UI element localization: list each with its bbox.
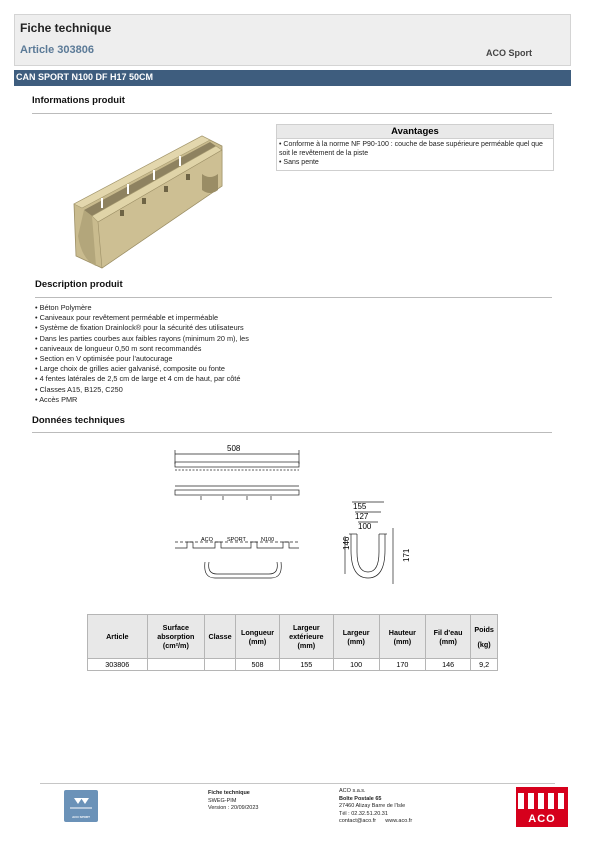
footer-company-phone: Tél : 02.32.51.20.31 xyxy=(339,810,388,817)
section-divider xyxy=(35,297,552,298)
advantages-title: Avantages xyxy=(277,125,553,139)
cell-classe xyxy=(205,659,236,671)
footer-website-link[interactable]: www.aco.fr xyxy=(385,818,413,825)
aco-logo-stripes xyxy=(516,791,568,813)
list-item: • Dans les parties courbes aux faibles rayons (minimum 20 m), les xyxy=(35,334,249,344)
list-item: • Section en V optimisée pour l'autocurage xyxy=(35,354,249,364)
aco-logo xyxy=(516,787,568,827)
footer-email-link[interactable]: contact@aco.fr xyxy=(339,818,377,825)
section-info-title: Informations produit xyxy=(32,95,125,106)
advantage-item: • Conforme à la norme NF P90-100 : couche de base supérieure perméable quel que soit le revêtement de la piste xyxy=(279,141,543,157)
cell-longueur: 508 xyxy=(235,659,279,671)
section-technical-title: Données techniques xyxy=(32,415,125,426)
drawing-marking: N100 xyxy=(261,537,275,543)
list-item: • Large choix de grilles acier galvanisé, composite ou fonte xyxy=(35,364,249,374)
cell-largeur: 100 xyxy=(333,659,379,671)
cell-surface xyxy=(147,659,205,671)
dim-length: 508 xyxy=(227,444,241,453)
col-article: Article xyxy=(88,615,148,659)
footer-company-info xyxy=(339,788,412,826)
footer-doc-type: Fiche technique xyxy=(208,790,250,796)
col-poids xyxy=(471,615,498,659)
product-image xyxy=(62,118,262,278)
col-surface: Surface absorption (cm²/m) xyxy=(147,615,205,659)
dim-inner-width: 100 xyxy=(358,522,372,531)
article-number: Article 303806 xyxy=(20,44,94,56)
col-classe: Classe xyxy=(205,615,236,659)
dim-total-height: 171 xyxy=(402,548,411,562)
list-item: • Caniveaux pour revêtement perméable et imperméable xyxy=(35,313,249,323)
technical-drawing xyxy=(165,438,411,588)
list-item: • caniveaux de longueur 0,50 m sont recommandés xyxy=(35,344,249,354)
section-divider xyxy=(32,113,552,114)
footer-doc-version: Version : 20/09/2023 xyxy=(208,805,259,812)
section-divider xyxy=(32,432,552,433)
col-poids-unit: (kg) xyxy=(477,639,491,649)
table-row xyxy=(88,659,498,671)
aco-sport-logo-icon xyxy=(64,794,98,814)
footer-company-contact xyxy=(339,818,412,826)
footer-doc-info xyxy=(208,790,258,813)
list-item: • Béton Polymère xyxy=(35,303,249,313)
cell-article: 303806 xyxy=(88,659,148,671)
col-largeur-ext: Largeur extérieure (mm) xyxy=(280,615,333,659)
section-description-title: Description produit xyxy=(35,279,123,290)
cell-largeur-ext: 155 xyxy=(280,659,333,671)
footer-company-address: 27460 Alizay Barre de l'Isle xyxy=(339,803,406,810)
footer-company-po: Boîte Postale 65 xyxy=(339,795,382,802)
col-hauteur: Hauteur (mm) xyxy=(379,615,425,659)
col-poids-label: Poids xyxy=(474,624,494,634)
cell-poids: 9,2 xyxy=(471,659,498,671)
aco-sport-logo-text: ACO SPORT xyxy=(72,815,90,819)
drawing-marking: ACO xyxy=(201,537,213,543)
list-item: • Classes A15, B125, C250 xyxy=(35,385,249,395)
list-item: • Système de fixation Drainlock® pour la sécurité des utilisateurs xyxy=(35,323,249,333)
technical-table xyxy=(87,614,498,671)
document-title: Fiche technique xyxy=(20,21,112,35)
advantage-item: • Sans pente xyxy=(279,159,319,166)
drawing-marking: SPORT xyxy=(227,537,246,543)
list-item: • 4 fentes latérales de 2,5 cm de large et 4 cm de haut, par côté xyxy=(35,374,249,384)
cell-hauteur: 170 xyxy=(379,659,425,671)
document-header xyxy=(14,14,571,66)
table-header-row xyxy=(88,615,498,659)
col-largeur: Largeur (mm) xyxy=(333,615,379,659)
footer-doc-source: SWEG-PIM xyxy=(208,797,237,804)
footer-divider xyxy=(40,783,555,784)
description-list xyxy=(35,303,249,405)
aco-logo-text: ACO xyxy=(528,813,556,825)
advantages-box xyxy=(276,124,554,171)
product-title-bar: CAN SPORT N100 DF H17 50CM xyxy=(14,70,571,86)
footer-company-name: ACO s.a.s. xyxy=(339,788,366,794)
aco-sport-logo xyxy=(64,790,98,822)
list-item: • Accès PMR xyxy=(35,395,249,405)
dim-outer-width: 155 xyxy=(353,502,367,511)
dim-water-height: 146 xyxy=(342,536,351,550)
brand-name: ACO Sport xyxy=(486,48,532,58)
dim-mid-width: 127 xyxy=(355,512,369,521)
col-fil: Fil d'eau (mm) xyxy=(426,615,471,659)
col-longueur: Longueur (mm) xyxy=(235,615,279,659)
cell-fil: 146 xyxy=(426,659,471,671)
advantages-list xyxy=(277,139,553,168)
